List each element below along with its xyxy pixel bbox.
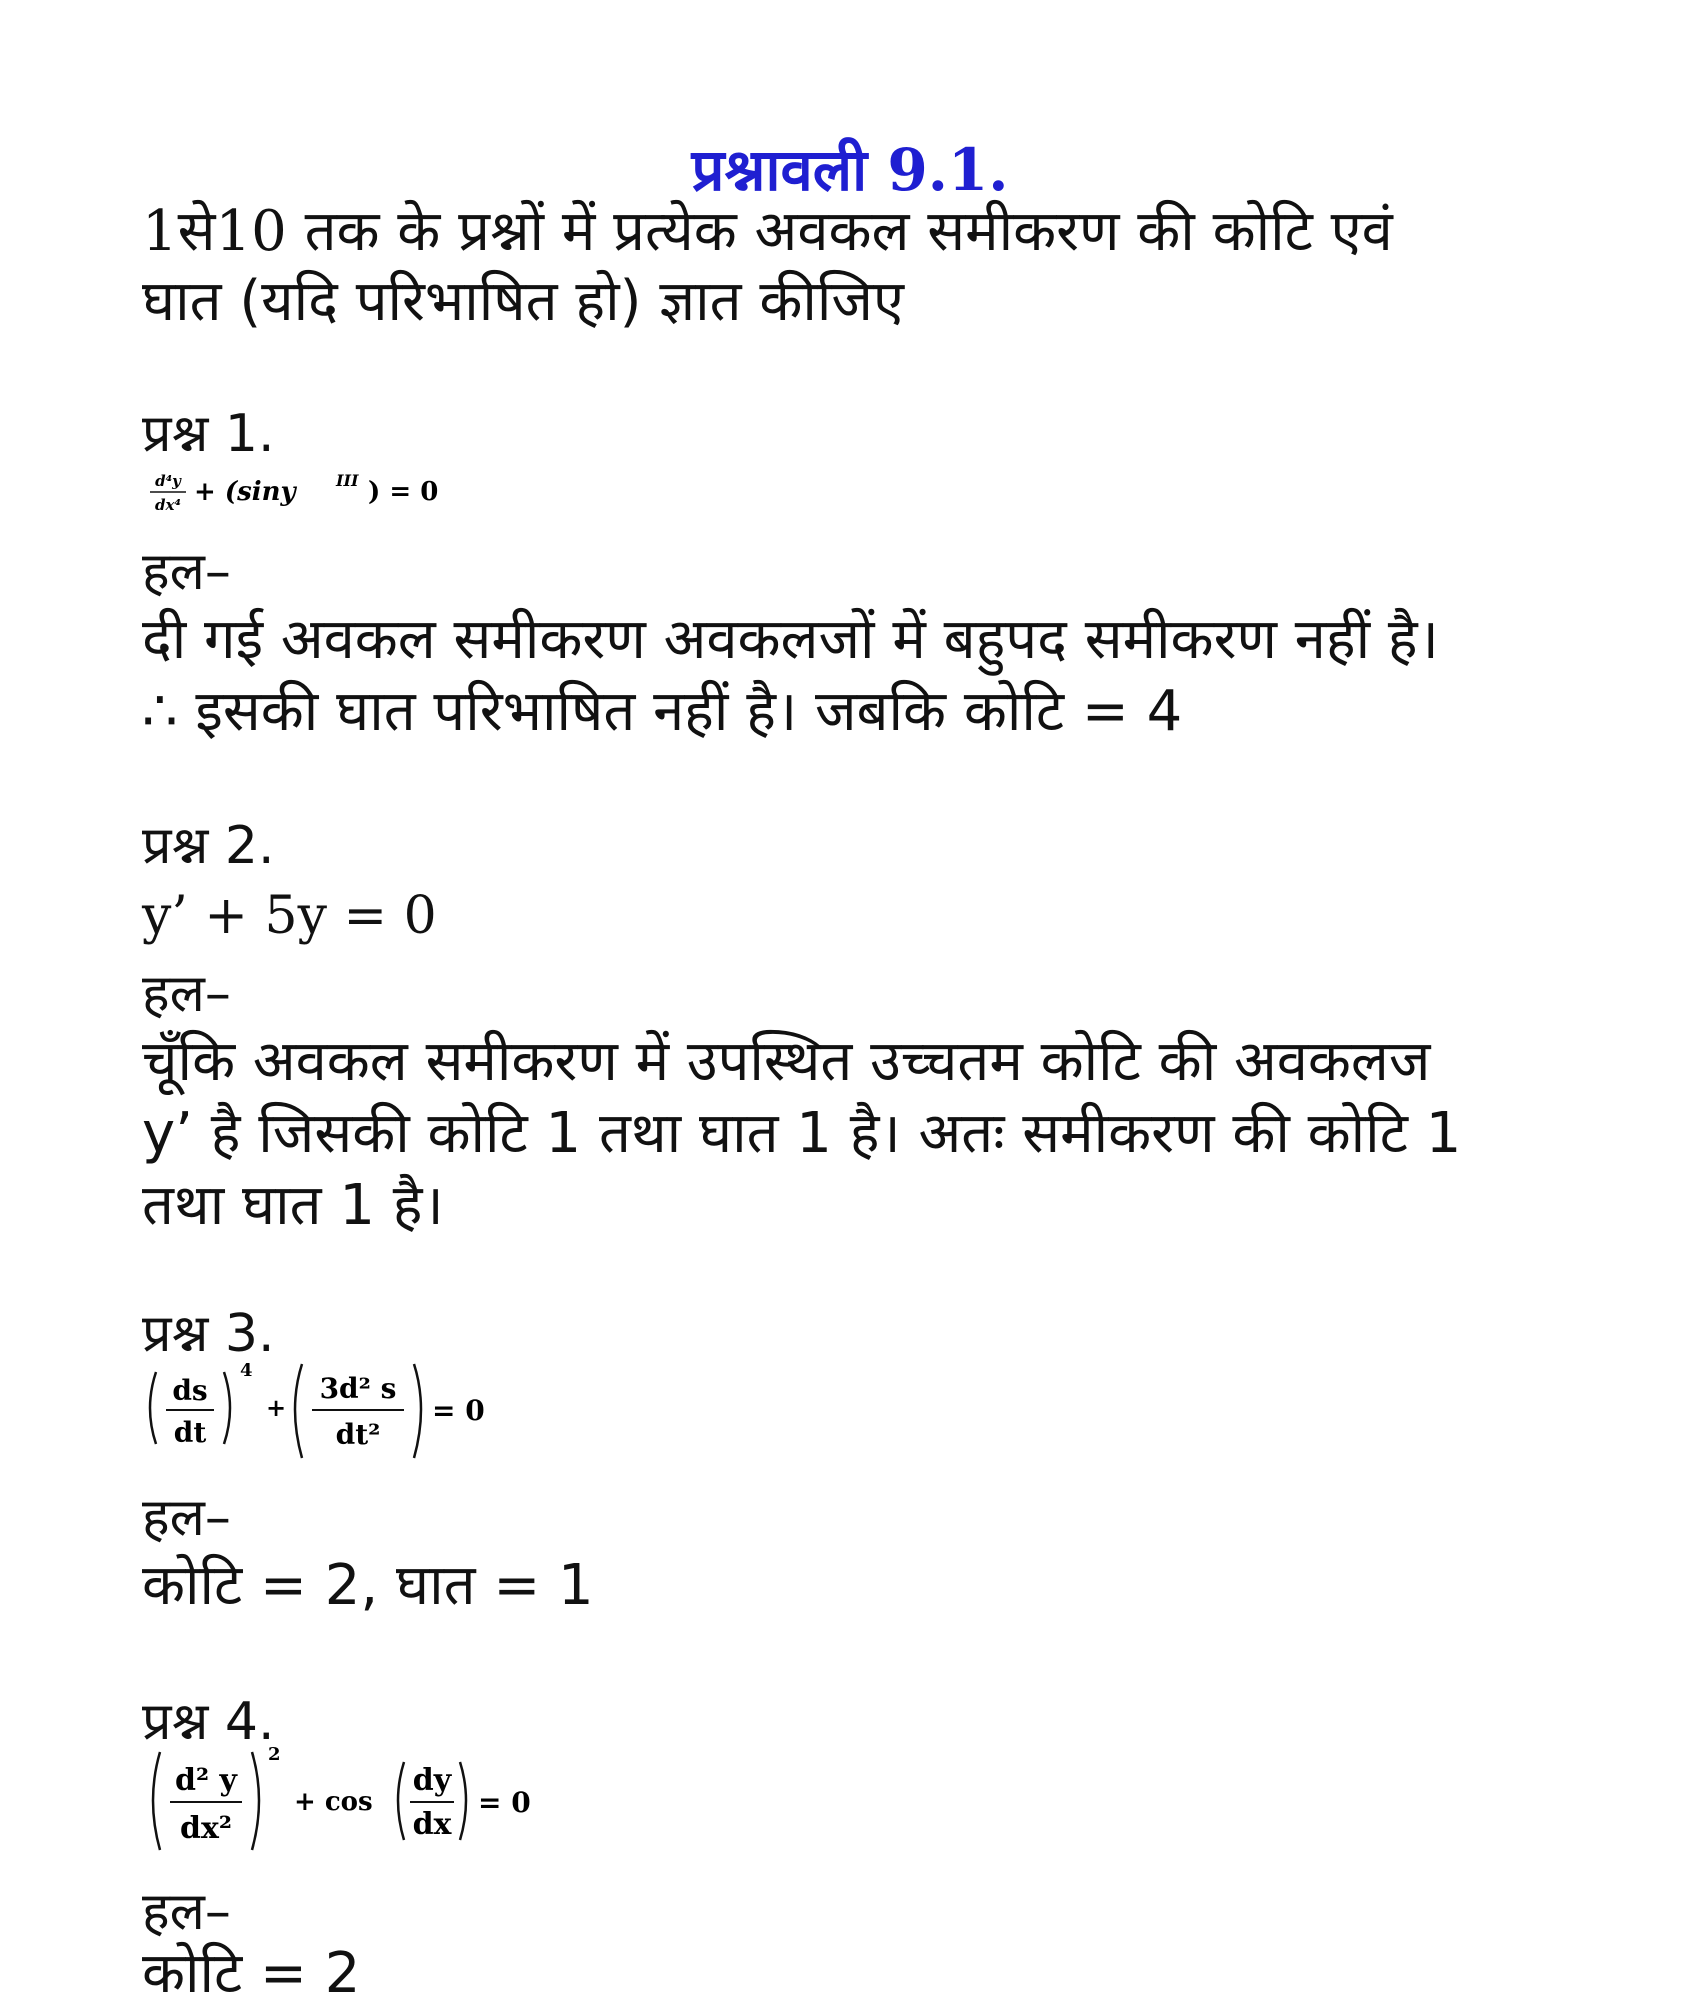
q3-paren-2-open: [295, 1364, 302, 1458]
intro-line-1: [142, 192, 1393, 272]
q1-rest: + (siny: [194, 477, 296, 507]
q1-end: ) = 0: [368, 477, 439, 507]
title-number: 9.1.: [887, 136, 1009, 204]
question-1-equation: [142, 464, 472, 528]
intro-num-1: 1: [142, 199, 178, 264]
question-2-equation: y’ + 5y = 0: [142, 886, 437, 946]
q4-plus-cos: + cos: [294, 1787, 373, 1817]
question-3-solution-line-1: कोटि = 2, घात = 1: [142, 1553, 594, 1618]
question-1-solution-line-1: दी गई अवकल समीकरण अवकलजों में बहुपद समीकरण नहीं है।: [142, 607, 1439, 672]
intro-word-se: से: [177, 199, 216, 264]
intro-rest: तक के प्रश्नों में प्रत्येक अवकल समीकरण की कोटि एवं: [286, 199, 1393, 264]
q3-paren-1-open: [150, 1372, 156, 1444]
question-1-label: प्रश्न 1.: [142, 404, 275, 464]
q4-paren-2-open: [398, 1762, 404, 1840]
question-1-solution-line-2: ∴ इसकी घात परिभाषित नहीं है। जबकि कोटि = 4: [142, 679, 1183, 744]
question-3-label: प्रश्न 3.: [142, 1304, 275, 1364]
q3-frac1-den: dt: [173, 1416, 207, 1449]
q4-paren-1-open: [153, 1752, 160, 1850]
question-2-solution-line-1: चूँकि अवकल समीकरण में उपस्थित उच्चतम कोटि की अवकलज: [142, 1029, 1431, 1094]
q4-equals: = 0: [478, 1786, 531, 1819]
q3-frac2-num: 3d² s: [319, 1372, 397, 1405]
q4-frac1-den: dx²: [179, 1811, 233, 1846]
q3-paren-2-close: [414, 1364, 421, 1458]
q4-frac1-num: d² y: [175, 1763, 237, 1798]
question-1-solution-label: हल–: [142, 542, 231, 602]
question-3-equation: [142, 1358, 502, 1472]
q1-sup: III: [336, 471, 359, 490]
q3-frac1-num: ds: [172, 1374, 208, 1407]
question-4-label: प्रश्न 4.: [142, 1692, 275, 1752]
question-2-solution-line-3: तथा घात 1 है।: [142, 1173, 444, 1238]
title-text: प्रश्नावली: [691, 136, 868, 204]
question-4-equation: [142, 1744, 562, 1864]
q3-power: 4: [240, 1360, 253, 1381]
q4-frac2-den: dx: [412, 1807, 452, 1842]
question-2-solution-line-2: y’ है जिसकी कोटि 1 तथा घात 1 है। अतः समीकरण की कोटि 1: [142, 1101, 1462, 1166]
q3-frac2-den: dt²: [335, 1418, 381, 1451]
question-4-solution-line-1: कोटि = 2: [142, 1941, 361, 2006]
q3-paren-1-close: [224, 1372, 230, 1444]
question-3-solution-label: हल–: [142, 1488, 231, 1548]
q1-frac-num: d⁴y: [155, 472, 181, 490]
question-4-solution-label: हल–: [142, 1882, 231, 1942]
q4-paren-1-close: [252, 1752, 259, 1850]
q3-equals: = 0: [432, 1394, 485, 1427]
q1-equation-svg: [142, 464, 472, 524]
question-2-solution-label: हल–: [142, 964, 231, 1024]
q3-plus: +: [266, 1393, 287, 1422]
q1-frac-den: dx⁴: [154, 496, 182, 514]
q4-power: 2: [268, 1744, 281, 1765]
q3-equation-svg: [142, 1358, 502, 1468]
q4-equation-svg: [142, 1744, 562, 1860]
intro-num-10: 10: [215, 199, 287, 264]
q4-paren-2-close: [460, 1762, 466, 1840]
intro-line-2: घात (यदि परिभाषित हो) ज्ञात कीजिए: [142, 269, 904, 334]
question-2-label: प्रश्न 2.: [142, 816, 275, 876]
q4-frac2-num: dy: [412, 1763, 452, 1798]
